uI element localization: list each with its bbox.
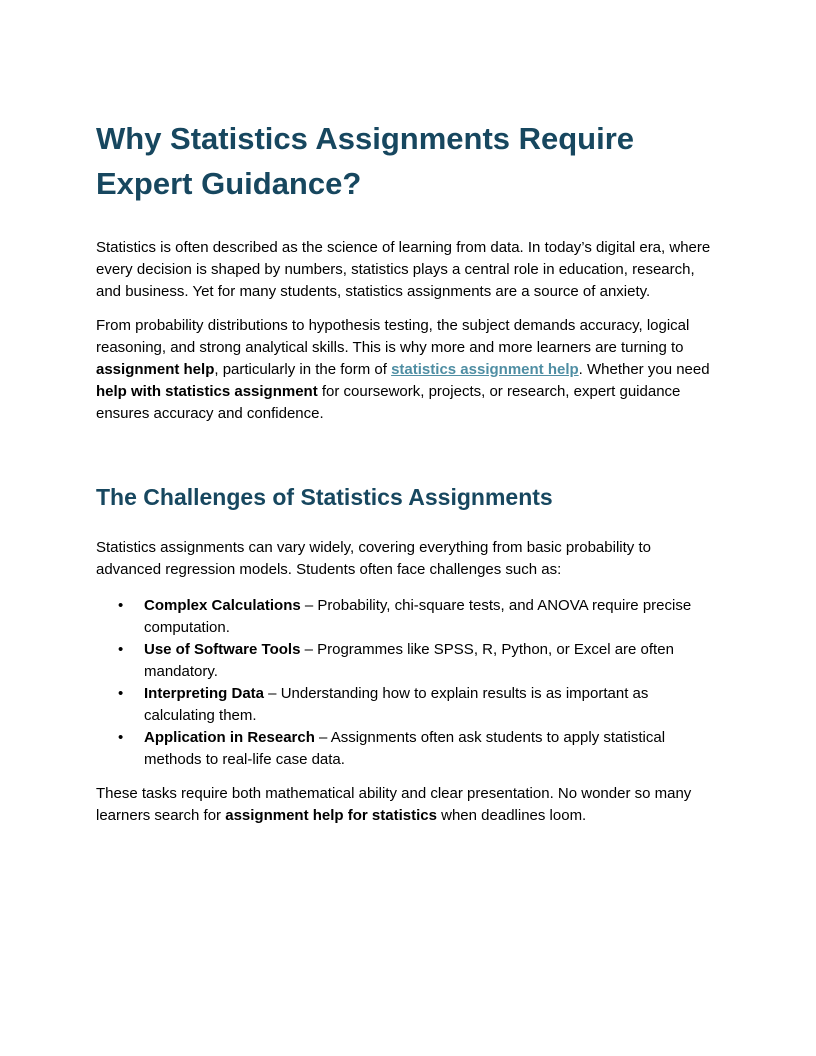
closing-paragraph <box>96 783 720 827</box>
closing-text-1: These tasks require both mathematical ability and clear presentation. No wonder so many learners search for <box>96 785 692 824</box>
intro-text-1: From probability distributions to hypothesis testing, the subject demands accuracy, logical reasoning, and strong analytical skills. This is why more and more learners are turning to <box>96 317 690 356</box>
list-item-bold: Use of Software Tools <box>144 641 301 658</box>
bullet-icon: • <box>118 641 124 658</box>
bold-assignment-help-for-statistics: assignment help for statistics <box>225 807 437 824</box>
challenges-list <box>96 595 720 771</box>
section-heading: The Challenges of Statistics Assignments <box>96 484 553 510</box>
section-paragraph-1: Statistics assignments can vary widely, covering everything from basic probability to advanced regression models. Students often face challenges such as: <box>96 539 651 578</box>
list-item-bold: Application in Research <box>144 729 315 746</box>
page-title <box>96 116 720 206</box>
list-item-bold: Interpreting Data <box>144 685 265 702</box>
bullet-icon: • <box>118 597 124 614</box>
page-title-line-2: Expert Guidance? <box>96 166 362 201</box>
bullet-icon: • <box>118 729 124 746</box>
list-item-text: – Probability, chi-square tests, and ANOVA require precise computation. <box>144 597 692 636</box>
bullet-icon: • <box>118 685 124 702</box>
bold-assignment-help: assignment help <box>96 361 215 378</box>
intro-text-4: for coursework, projects, or research, expert guidance ensures accuracy and confidence. <box>96 383 681 422</box>
list-item-text: – Assignments often ask students to apply statistical methods to real-life case data. <box>144 729 666 768</box>
intro-text-2: , particularly in the form of <box>214 361 392 378</box>
list-item-text: – Programmes like SPSS, R, Python, or Excel are often mandatory. <box>144 641 674 680</box>
intro-paragraph-2 <box>96 315 720 425</box>
list-item-bold: Complex Calculations <box>144 597 301 614</box>
bold-help-with-statistics-assignment: help with statistics assignment <box>96 383 318 400</box>
intro-paragraph-1: Statistics is often described as the science of learning from data. In today’s digital era, where every decision is shaped by numbers, statistics plays a central role in education, research, and business. Yet for many students, statistics assignments are a source of anxiety. <box>96 239 711 300</box>
statistics-assignment-help-link[interactable]: statistics assignment help <box>391 361 579 378</box>
page-title-line-1: Why Statistics Assignments Require <box>96 121 635 156</box>
list-item-text: – Understanding how to explain results is as important as calculating them. <box>144 685 649 724</box>
list-item <box>96 639 720 683</box>
list-item <box>96 595 720 639</box>
intro-text-3: . Whether you need <box>578 361 710 378</box>
list-item <box>96 683 720 727</box>
list-item <box>96 727 720 771</box>
closing-text-2: when deadlines loom. <box>436 807 587 824</box>
